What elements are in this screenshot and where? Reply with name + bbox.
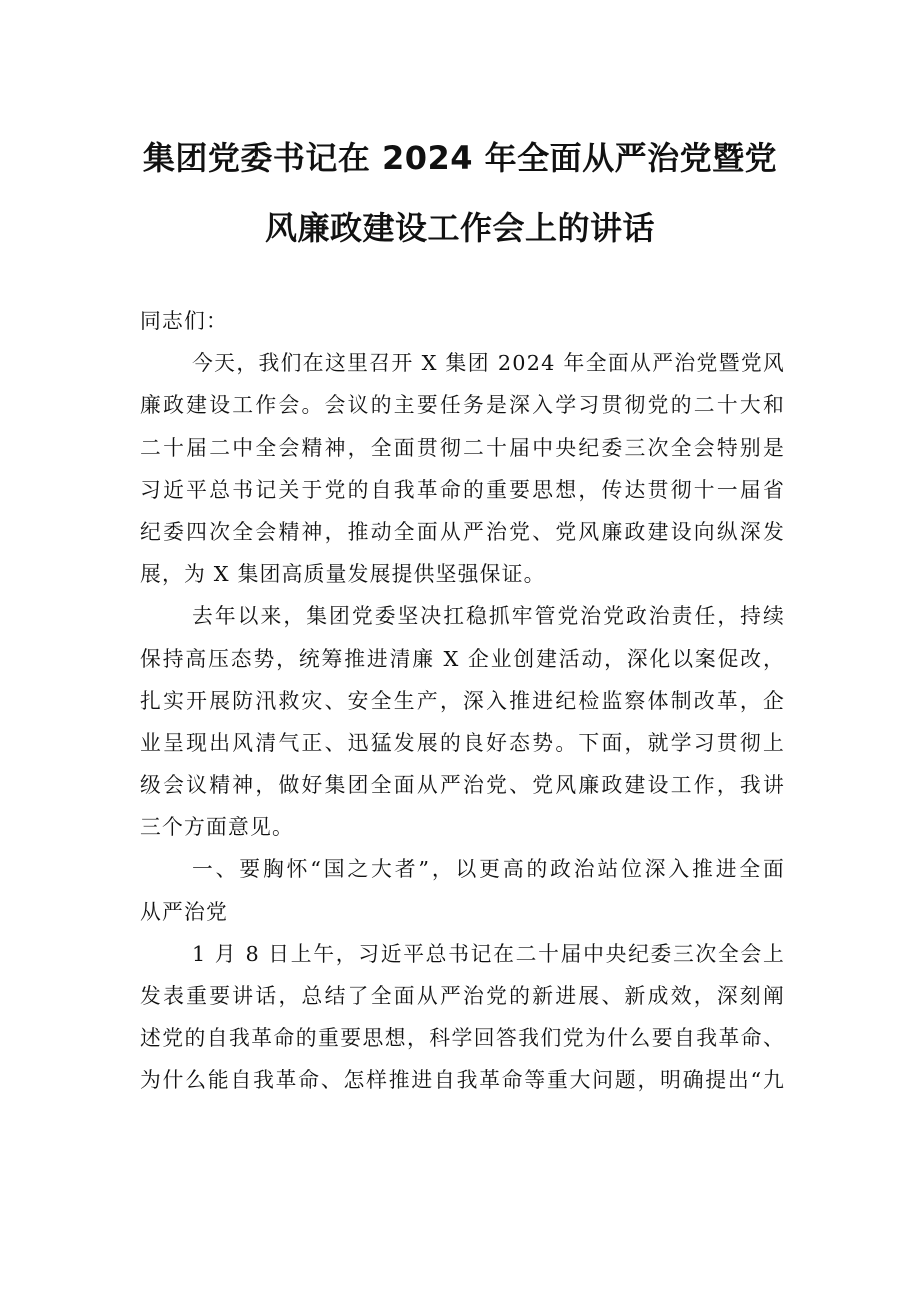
- paragraph-2-line-5: 级会议精神，做好集团全面从严治党、党风廉政建设工作，我讲: [140, 773, 785, 798]
- salutation: 同志们：: [140, 309, 228, 333]
- paragraph-4-line-4: 为什么能自我革命、怎样推进自我革命等重大问题，明确提出“九: [140, 1068, 785, 1093]
- document-body: [140, 300, 785, 1102]
- paragraph-1-line-2: 廉政建设工作会。会议的主要任务是深入学习贯彻党的二十大和: [140, 393, 785, 418]
- paragraph-2-line-4: 业呈现出风清气正、迅猛发展的良好态势。下面，就学习贯彻上: [140, 730, 785, 755]
- paragraph-2-line-2: 保持高压态势，统筹推进清廉 X 企业创建活动，深化以案促改，: [140, 646, 785, 671]
- paragraph-1-line-1: 今天，我们在这里召开 X 集团 2024 年全面从严治党暨党风: [192, 351, 785, 376]
- paragraph-4-line-1: 1 月 8 日上午，习近平总书记在二十届中央纪委三次全会上: [192, 941, 785, 966]
- section-heading-line-2: 从严治党: [140, 899, 228, 924]
- paragraph-2-line-1: 去年以来，集团党委坚决扛稳抓牢管党治党政治责任，持续: [192, 604, 785, 629]
- paragraph-1-line-3: 二十届二中全会精神，全面贯彻二十届中央纪委三次全会特别是: [140, 435, 785, 460]
- paragraph-1-line-4: 习近平总书记关于党的自我革命的重要思想，传达贯彻十一届省: [140, 477, 785, 502]
- document-title-line-1: 集团党委书记在 2024 年全面从严治党暨党: [142, 139, 778, 177]
- document-title-line-2: 风廉政建设工作会上的讲话: [264, 209, 655, 247]
- paragraph-4-line-3: 述党的自我革命的重要思想，科学回答我们党为什么要自我革命、: [140, 1026, 785, 1051]
- paragraph-4-line-2: 发表重要讲话，总结了全面从严治党的新进展、新成效，深刻阐: [140, 984, 785, 1008]
- paragraph-2-line-6: 三个方面意见。: [140, 815, 294, 840]
- paragraph-2-line-3: 扎实开展防汛救灾、安全生产，深入推进纪检监察体制改革，企: [140, 688, 785, 713]
- section-heading-line-1: 一、要胸怀“国之大者”，以更高的政治站位深入推进全面: [192, 857, 785, 882]
- paragraph-1-line-6: 展，为 X 集团高质量发展提供坚强保证。: [140, 562, 546, 587]
- paragraph-1-line-5: 纪委四次全会精神，推动全面从严治党、党风廉政建设向纵深发: [140, 519, 785, 544]
